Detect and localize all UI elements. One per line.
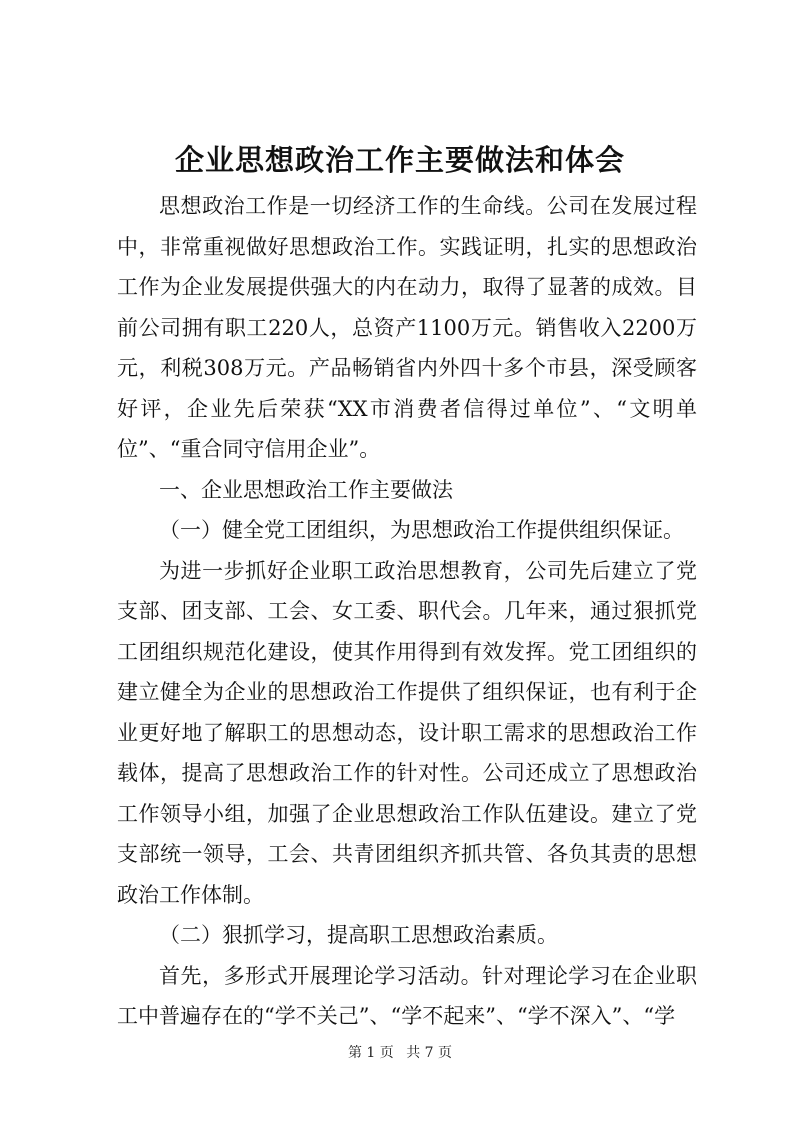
page-footer <box>0 1043 800 1063</box>
paragraph-study: 首先，多形式开展理论学习活动。针对理论学习在企业职工中普遍存在的“学不关己”、“学不起来”、“学不深入”、“学 <box>117 963 697 1028</box>
section-heading-1: 一、企业思想政治工作主要做法 <box>159 477 453 502</box>
document-body <box>117 186 697 1037</box>
paragraph-intro: 思想政治工作是一切经济工作的生命线。公司在发展过程中，非常重视做好思想政治工作。实践证明，扎实的思想政治工作为企业发展提供强大的内在动力，取得了显著的成效。目前公司拥有职工220人，总资产1100万元。销售收入2200万元，利税308万元。产品畅销省内外四十多个市县，深受顾客好评，企业先后荣获“XX市消费者信得过单位”、“文明单位”、“重合同守信用企业”。 <box>117 194 697 461</box>
page-number: 第 1 页 <box>347 1045 394 1061</box>
document-title: 企业思想政治工作主要做法和体会 <box>174 143 625 177</box>
page-total: 共 7 页 <box>406 1045 453 1061</box>
paragraph-organization: 为进一步抓好企业职工政治思想教育，公司先后建立了党支部、团支部、工会、女工委、职代会。几年来，通过狠抓党工团组织规范化建设，使其作用得到有效发挥。党工团组织的建立健全为企业的思想政治工作提供了组织保证，也有利于企业更好地了解职工的思想动态，设计职工需求的思想政治工作载体，提高了思想政治工作的针对性。公司还成立了思想政治工作领导小组，加强了企业思想政治工作队伍建设。建立了党支部统一领导，工会、共青团组织齐抓共管、各负其责的思想政治工作体制。 <box>117 558 697 907</box>
subsection-heading-2: （二）狠抓学习，提高职工思想政治素质。 <box>159 923 558 947</box>
subsection-heading-1: （一）健全党工团组织，为思想政治工作提供组织保证。 <box>159 518 684 542</box>
